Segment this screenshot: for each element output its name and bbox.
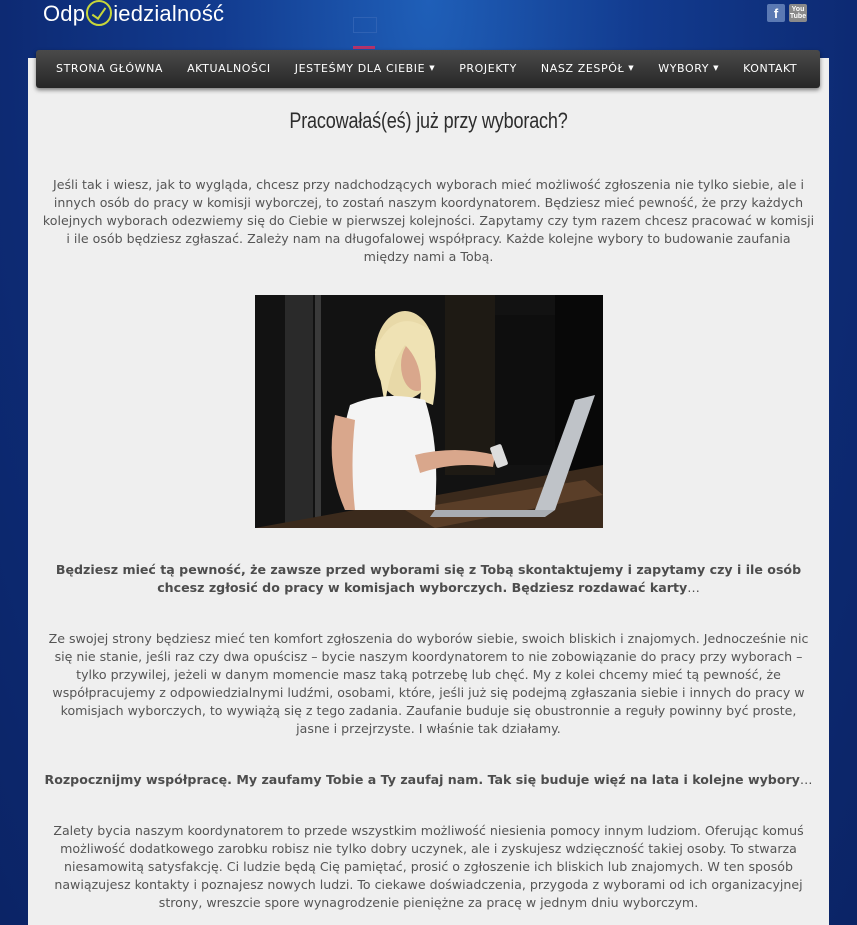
- youtube-icon[interactable]: [789, 4, 807, 22]
- nav-label: STRONA GŁÓWNA: [56, 61, 164, 75]
- highlight-text: Będziesz mieć tą pewność, że zawsze przed wyborami się z Tobą skontaktujemy i zapytamy czy i ile osób chcesz zgłosić do pracy w komisjach wyborczych. Będziesz rozdawać karty: [55, 562, 802, 595]
- woman-with-laptop-illustration: [255, 295, 603, 528]
- cooperation-text: Rozpocznijmy współpracę. My zaufamy Tobie a Ty zaufaj nam. Tak się buduje więź na lata i kolejne wybory: [44, 772, 800, 787]
- decorative-bar: [353, 46, 375, 49]
- benefits-paragraph: Zalety bycia naszym koordynatorem to przede wszystkim możliwość niesienia pomocy innym ludziom. Oferując komuś możliwość dodatkowego zarobku robisz nie tylko dobry uczynek, ale i zyskujesz wdzięczność takiej osoby. To stwarza niesamowitą satysfakcję. Ci ludzie będą Cię pamiętać, prosić o zgłoszenie ich bliskich lub znajomych. W ten sposób nawiązujesz kontakty i poznajesz nowych ludzi. To ciekawe doświadczenia, przygoda z wyborami od ich organizacyjnej strony, wreszcie spore wynagrodzenie pieniężne za pracę w jednym dniu wyborczym.: [53, 823, 804, 910]
- logo-check-icon: [86, 0, 112, 26]
- ellipsis: …: [799, 772, 813, 787]
- site-logo[interactable]: [43, 0, 224, 27]
- top-bar: [0, 0, 857, 50]
- main-navigation: [36, 50, 820, 88]
- nav-label: PROJEKTY: [459, 61, 517, 75]
- chevron-down-icon: ▼: [713, 64, 720, 72]
- nav-item-home[interactable]: [56, 62, 163, 75]
- nav-label: WYBORY: [658, 61, 710, 75]
- decorative-frame: [353, 17, 377, 33]
- nav-label: AKTUALNOŚCI: [187, 61, 271, 75]
- nav-item-contact[interactable]: [743, 62, 797, 75]
- facebook-icon[interactable]: f: [767, 4, 785, 22]
- nav-item-news[interactable]: [187, 62, 271, 75]
- intro-paragraph: Jeśli tak i wiesz, jak to wygląda, chcesz przy nadchodzących wyborach mieć możliwość zgłoszenia nie tylko siebie, ale i innych osób do pracy w komisji wyborczej, to zostań naszym koordynatorem. Będziesz mieć pewność, że przy każdych kolejnych wyborach odezwiemy się do Ciebie w pierwszej kolejności. Zapytamy czy tym razem chcesz pracować w komisji i ile osób będziesz zgłaszać. Zależy nam na długofalowej współpracy. Każde kolejne wybory to budowanie zaufania między nami a Tobą.: [42, 177, 815, 264]
- chevron-down-icon: ▼: [628, 64, 635, 72]
- nav-item-for-you[interactable]: [295, 62, 435, 75]
- nav-label: KONTAKT: [743, 61, 798, 75]
- logo-text-start: Odp: [43, 1, 86, 26]
- nav-item-team[interactable]: [541, 62, 634, 75]
- nav-item-projects[interactable]: [459, 62, 517, 75]
- comfort-paragraph: Ze swojej strony będziesz mieć ten komfort zgłoszenia do wyborów siebie, swoich bliskich i znajomych. Jednocześnie nic się nie stanie, jeśli raz czy dwa opuścisz – bycie naszym koordynatorem to nie zobowiązanie do pracy przy wyborach – tylko przywilej, jeżeli w danym momencie masz taką potrzebę lub chęć. My z kolei chcemy mieć tą pewność, że współpracujemy z odpowiedzialnymi ludźmi, osobami, które, jeśli już się podejmą zgłaszania siebie i innych do pracy w komisjach wyborczych, to wywiążą się z tego zadania. Zaufanie buduje się obustronnie a reguły powinny być proste, jasne i przejrzyste. I właśnie tak działamy.: [48, 631, 809, 736]
- logo-text-end: iedzialność: [113, 1, 225, 26]
- cooperation-paragraph: [42, 771, 815, 789]
- youtube-icon-top: You: [791, 6, 805, 13]
- nav-label: NASZ ZESPÓŁ: [540, 61, 625, 75]
- social-links: [767, 4, 807, 22]
- ellipsis: …: [687, 580, 700, 595]
- nav-label: JESTEŚMY DLA CIEBIE: [294, 61, 426, 75]
- nav-item-elections[interactable]: [658, 62, 719, 75]
- youtube-icon-bottom: Tube: [789, 13, 807, 20]
- page-title: Pracowałaś(eś) już przy wyborach?: [289, 108, 568, 133]
- highlight-paragraph: [42, 561, 815, 597]
- chevron-down-icon: ▼: [429, 64, 436, 72]
- article-content: [28, 58, 829, 925]
- article-photo: [255, 295, 603, 528]
